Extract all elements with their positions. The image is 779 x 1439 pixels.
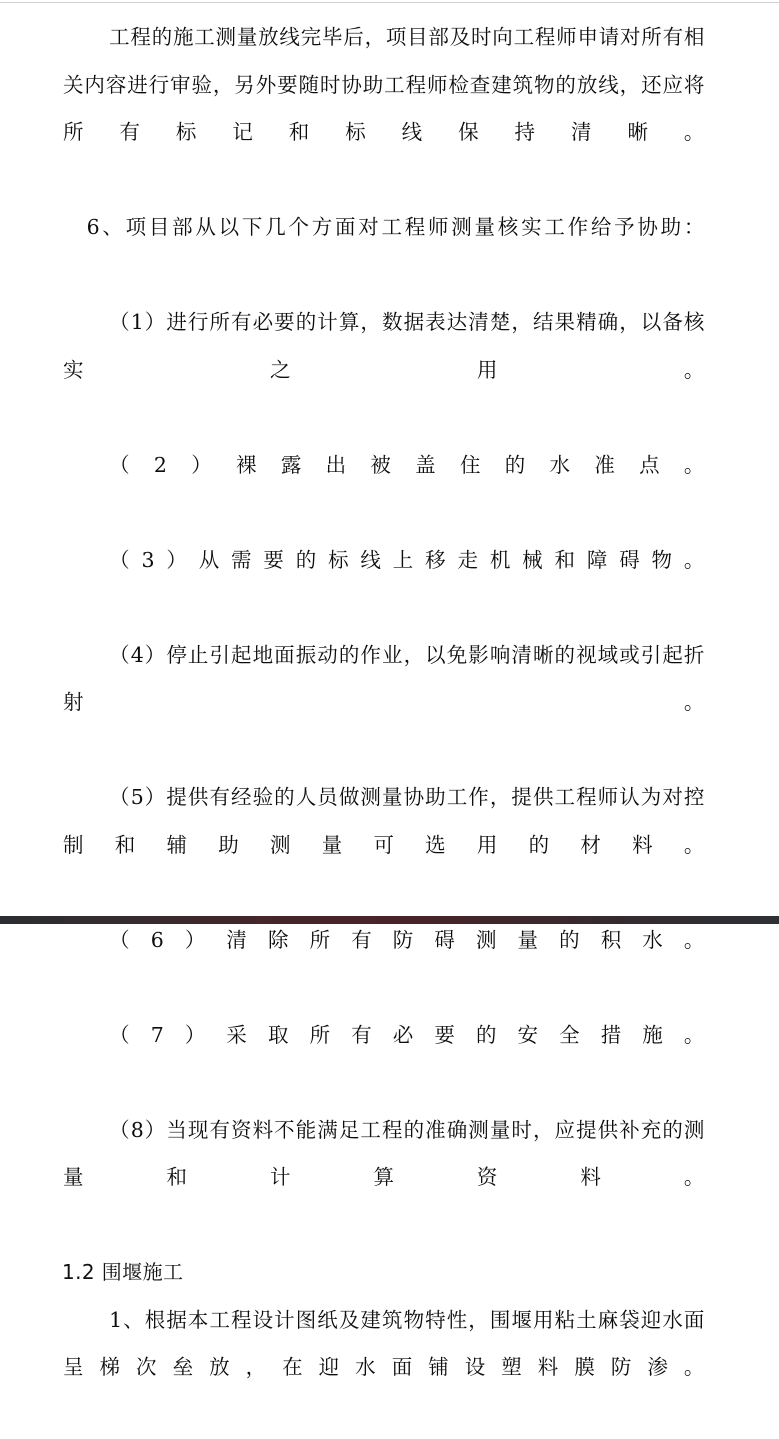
section-heading: 1.2 围堰施工 bbox=[62, 1249, 705, 1297]
paragraph-item-1: 1、根据本工程设计图纸及建筑物特性，围堰用粘土麻袋迎水面呈梯次垒放，在迎水面铺设塑料膜防渗。 bbox=[63, 1297, 705, 1439]
bottom-edge-band bbox=[0, 916, 779, 924]
paragraph-sub-8: （8）当现有资料不能满足工程的准确测量时，应提供补充的测量和计算资料。 bbox=[63, 1107, 705, 1250]
paragraph-sub-7: （7）采取所有必要的安全措施。 bbox=[63, 1012, 705, 1107]
paragraph-sub-4: （4）停止引起地面振动的作业，以免影响清晰的视域或引起折射。 bbox=[63, 632, 705, 775]
section-heading-wrap bbox=[62, 1249, 705, 1297]
paragraph-item-6: 6、项目部从以下几个方面对工程师测量核实工作给予协助： bbox=[63, 204, 705, 299]
paragraph-sub-6: （6）清除所有防碍测量的积水。 bbox=[63, 917, 705, 1012]
paragraph-sub-2: （2）裸露出被盖住的水准点。 bbox=[63, 442, 705, 537]
paragraph-intro: 工程的施工测量放线完毕后，项目部及时向工程师申请对所有相关内容进行审验，另外要随时协助工程师检查建筑物的放线，还应将所有标记和标线保持清晰。 bbox=[63, 14, 705, 204]
paragraph-sub-3: （3）从需要的标线上移走机械和障碍物。 bbox=[63, 537, 705, 632]
paragraph-sub-1: （1）进行所有必要的计算，数据表达清楚，结果精确，以备核实之用。 bbox=[63, 299, 705, 442]
paragraph-sub-5: （5）提供有经验的人员做测量协助工作，提供工程师认为对控制和辅助测量可选用的材料。 bbox=[63, 774, 705, 917]
